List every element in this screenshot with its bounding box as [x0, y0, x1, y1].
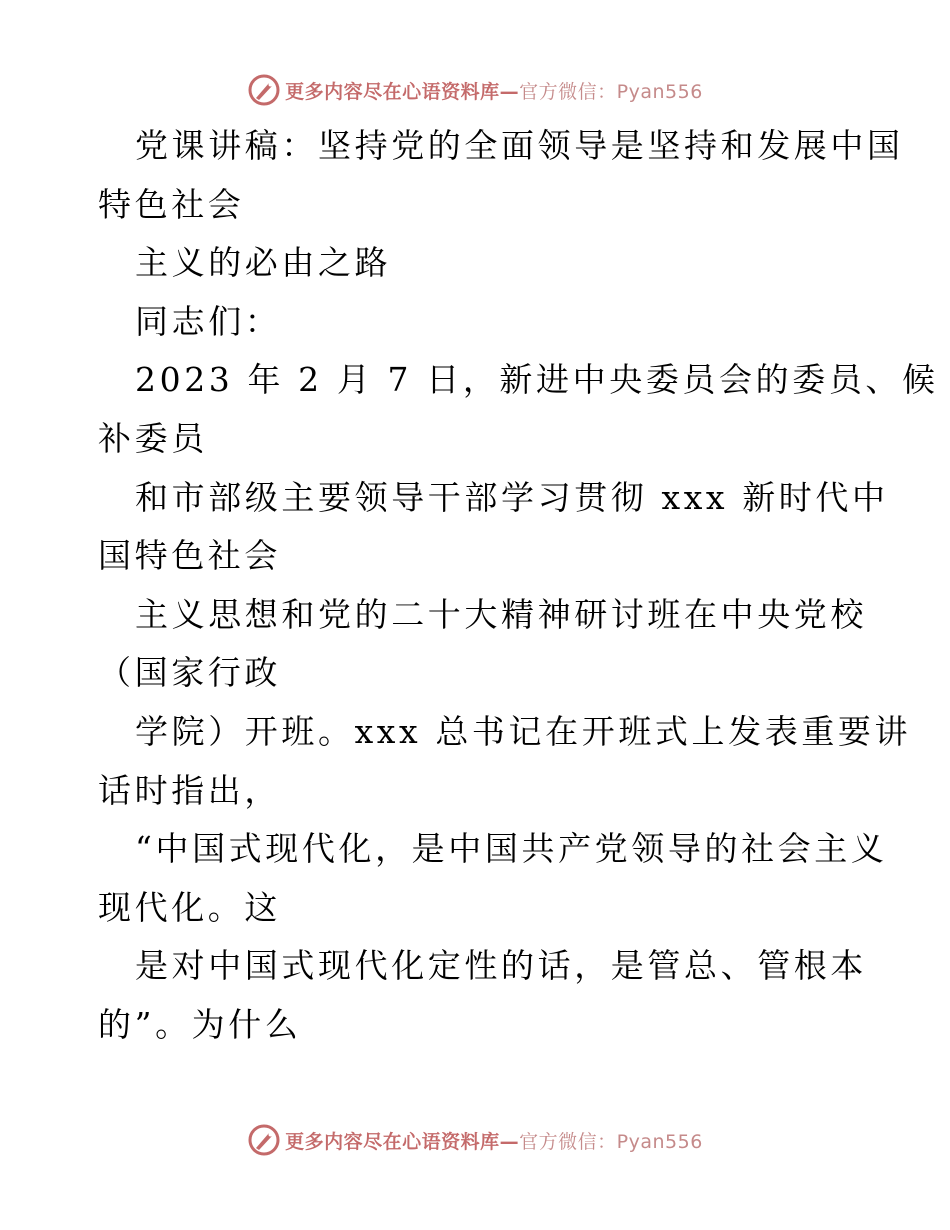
text-line: 国特色社会 — [98, 536, 281, 576]
document-body — [98, 117, 939, 1055]
text-line: 党课讲稿：坚持党的全面领导是坚持和发展中国 — [135, 126, 904, 165]
text-line: 现代化。这 — [98, 887, 281, 927]
text-line: （国家行政 — [98, 653, 281, 693]
pen-seal-icon — [247, 1123, 281, 1157]
text-line: 学院）开班。xxx 总书记在开班式上发表重要讲 — [135, 711, 912, 751]
banner-wechat: 官方微信：Pyan556 — [519, 1130, 703, 1153]
text-line: 补委员 — [98, 418, 208, 458]
text-line: 的”。为什么 — [98, 1004, 302, 1044]
header-banner — [0, 70, 950, 110]
banner-text: 更多内容尽在心语资料库— — [285, 1130, 520, 1153]
banner-text: 更多内容尽在心语资料库— — [285, 80, 520, 103]
text-line: 2023 年 2 月 7 日，新进中央委员会的委员、候 — [135, 360, 939, 400]
banner-wechat: 官方微信：Pyan556 — [519, 80, 703, 103]
footer-banner — [0, 1120, 950, 1160]
text-line: 和市部级主要领导干部学习贯彻 xxx 新时代中 — [135, 477, 889, 517]
pen-seal-icon — [247, 73, 281, 107]
text-line: 是对中国式现代化定性的话，是管总、管根本 — [135, 946, 867, 986]
text-line: 同志们： — [135, 301, 282, 341]
text-line: 主义的必由之路 — [135, 243, 392, 283]
text-line: “中国式现代化，是中国共产党领导的社会主义 — [135, 829, 888, 869]
text-line: 话时指出， — [98, 770, 281, 810]
text-line: 特色社会 — [98, 184, 245, 224]
text-line: 主义思想和党的二十大精神研讨班在中央党校 — [135, 594, 867, 634]
